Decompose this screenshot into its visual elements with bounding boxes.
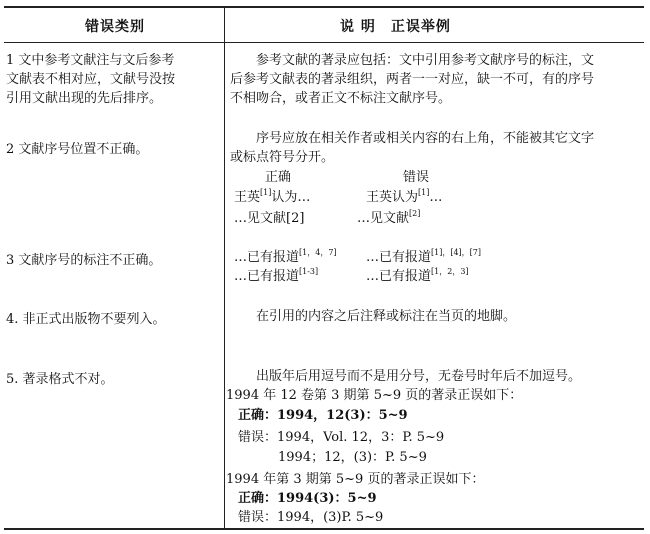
column-divider <box>224 8 225 528</box>
row5-example2-wrong: 错误：1994，(3)P. 5~9 <box>238 510 384 525</box>
row3-category: 3 文献序号的标注不正确。 <box>6 253 162 268</box>
row1-category-line3: 引用文献出现的先后排序。 <box>6 91 163 106</box>
row2-correct-example1: 王英[1]认为… <box>234 188 311 205</box>
row5-example2-intro: 1994 年第 3 期第 5~9 页的著录正误如下： <box>226 472 485 487</box>
row1-explain-line3: 不相吻合，或者正文不标注文献序号。 <box>230 91 452 106</box>
row3-correct-example2: …已有报道[1-3] <box>234 267 319 284</box>
header-divider <box>4 42 644 43</box>
row5-example2-correct: 正确：1994(3)：5~9 <box>238 491 377 506</box>
row5-explain: 出版年后用逗号而不是用分号，无卷号时年后不加逗号。 <box>230 369 582 384</box>
row2-explain-line1: 序号应放在相关作者或相关内容的右上角，不能被其它文字 <box>230 131 595 146</box>
row4-category: 4. 非正式出版物不要列入。 <box>6 312 166 327</box>
header-error-category: 错误类别 <box>85 19 145 35</box>
row2-category: 2 文献序号位置不正确。 <box>6 142 149 157</box>
row5-example1-intro: 1994 年 12 卷第 3 期第 5~9 页的著录正误如下： <box>226 388 523 403</box>
row1-category-line2: 文献表不相对应，文献号没按 <box>6 72 176 87</box>
row3-wrong-example1: …已有报道[1]，[4]，[7] <box>366 248 482 265</box>
row3-correct-example1: …已有报道[1，4，7] <box>234 248 337 265</box>
header-explanation: 说 明 正误举例 <box>340 19 451 35</box>
row5-example1-correct: 正确：1994，12(3)：5~9 <box>238 408 408 423</box>
row2-wrong-example2: …见文献[2] <box>357 209 421 226</box>
row2-correct-example2: …见文献[2] <box>234 211 305 226</box>
row2-correct-label: 正确 <box>265 170 292 185</box>
row1-explain-line2: 后参考文献表的著录组织，两者一一对应，缺一不可，有的序号 <box>230 72 595 87</box>
row2-wrong-label: 错误 <box>403 170 430 185</box>
row4-explain: 在引用的内容之后注释或标注在当页的地脚。 <box>230 309 517 324</box>
error-table <box>4 6 644 530</box>
row3-wrong-example2: …已有报道[1，2，3] <box>366 267 469 284</box>
row2-explain-line2: 或标点符号分开。 <box>230 150 335 165</box>
row2-wrong-example1: 王英认为[1]… <box>366 188 443 205</box>
row1-explain-line1: 参考文献的著录应包括：文中引用参考文献序号的标注，文 <box>230 53 595 68</box>
row1-category-line1: 1 文中参考文献注与文后参考 <box>6 53 175 68</box>
row5-category: 5. 著录格式不对。 <box>6 372 114 387</box>
row5-example1-wrong-a: 错误：1994，Vol. 12，3：P. 5~9 <box>238 430 445 445</box>
row5-example1-wrong-b: 1994；12，(3)：P. 5~9 <box>278 450 427 465</box>
